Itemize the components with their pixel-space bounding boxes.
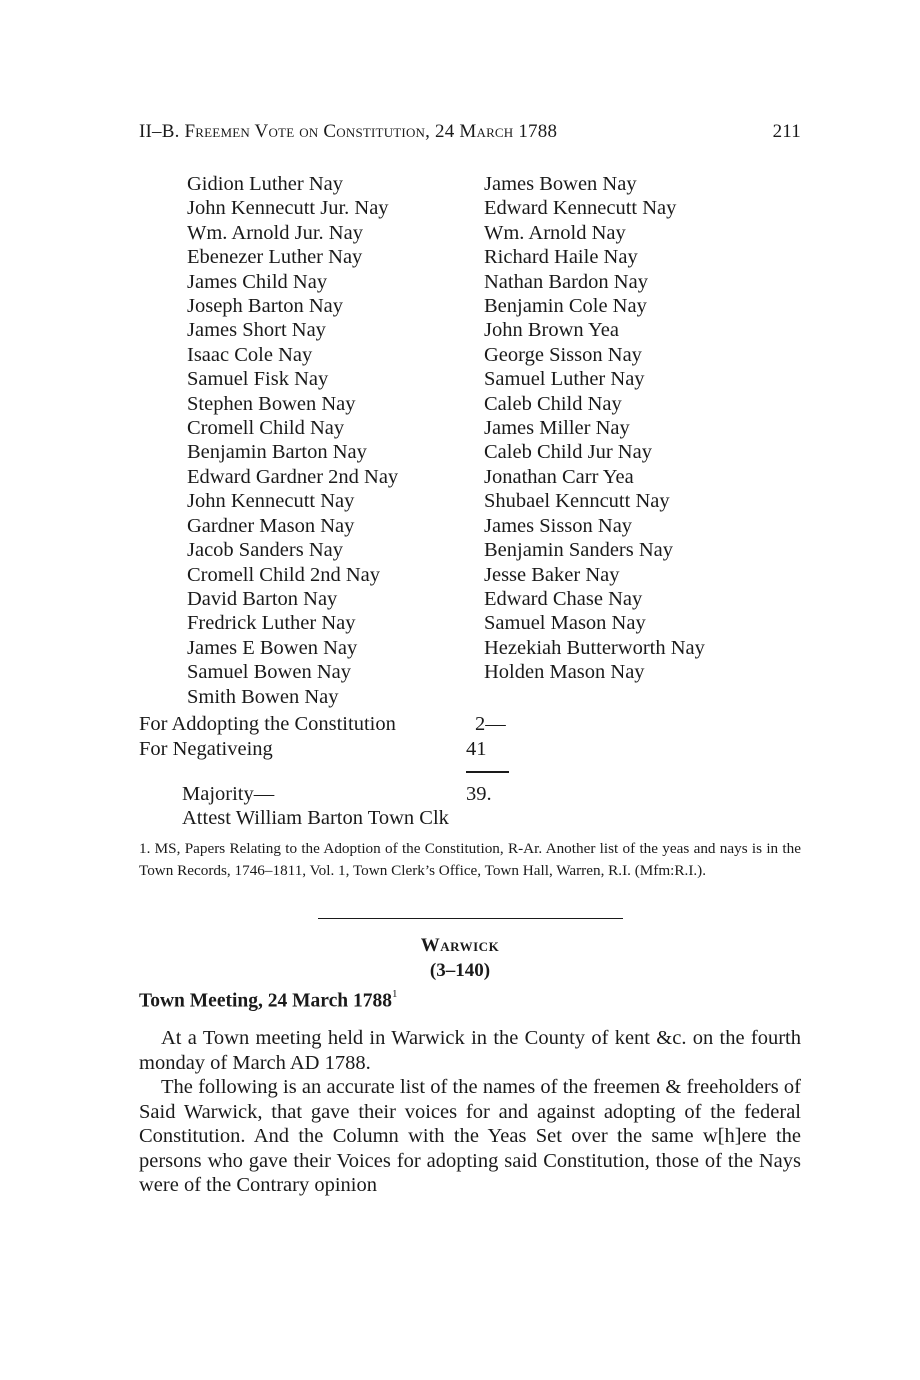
voter-entry: Edward Gardner 2nd Nay: [187, 465, 399, 488]
for-negativeing-label: For Negativeing: [139, 738, 273, 760]
for-adopting-value: 2—: [475, 713, 506, 735]
voter-entry: Smith Bowen Nay: [187, 685, 339, 708]
voter-entry: James Child Nay: [187, 270, 328, 293]
voter-list-left: [187, 172, 398, 709]
running-head-title: II–B. Freemen Vote on Constitution, 24 March 1788: [139, 121, 558, 142]
voter-entry: Jonathan Carr Yea: [484, 465, 634, 488]
voter-entry: James Sisson Nay: [484, 514, 633, 537]
section-heading-town: Warwick: [420, 935, 500, 956]
voter-entry: David Barton Nay: [187, 587, 338, 610]
majority-value: 39.: [466, 783, 492, 805]
voter-entry: James E Bowen Nay: [187, 636, 358, 659]
voter-entry: Gardner Mason Nay: [187, 514, 355, 537]
voter-entry: Ebenezer Luther Nay: [187, 246, 363, 269]
voter-entry: Samuel Mason Nay: [484, 612, 646, 635]
voter-entry: Fredrick Luther Nay: [187, 612, 356, 635]
page-number: 211: [772, 121, 801, 142]
section-divider: [318, 918, 623, 919]
voter-entry: George Sisson Nay: [484, 343, 642, 366]
voter-entry: Nathan Bardon Nay: [484, 270, 648, 293]
voter-entry: Shubael Kenncutt Nay: [484, 490, 670, 513]
voter-entry: James Short Nay: [187, 319, 326, 342]
voter-entry: John Kennecutt Jur. Nay: [187, 197, 389, 220]
voter-entry: Stephen Bowen Nay: [187, 392, 356, 415]
voter-entry: Isaac Cole Nay: [187, 343, 313, 366]
voter-entry: James Bowen Nay: [484, 173, 637, 195]
section-heading-count: (3–140): [429, 960, 491, 981]
voter-entry: Hezekiah Butterworth Nay: [484, 636, 705, 659]
voter-entry: Jesse Baker Nay: [484, 563, 620, 586]
for-adopting-label: For Addopting the Constitution: [139, 713, 396, 735]
voter-entry: Gidion Luther Nay: [187, 173, 343, 195]
attest-line: Attest William Barton Town Clk: [182, 807, 449, 829]
paragraph-2: The following is an accurate list of the names of the freemen & freeholders of Said Warwick, that gave their voices for and against adopting of the federal Constitution. And the Column with the Yeas Set over the same w[h]ere the persons who gave their Voices for adopting said Constitution, those of the Nays were of the Contrary opinion: [139, 1076, 801, 1196]
voter-entry: Holden Mason Nay: [484, 661, 645, 684]
majority-label: Majority—: [182, 783, 275, 805]
voter-entry: John Brown Yea: [484, 319, 619, 342]
voter-entry: Jacob Sanders Nay: [187, 539, 343, 562]
voter-entry: Cromell Child 2nd Nay: [187, 563, 381, 586]
sum-rule: [466, 771, 509, 773]
voter-entry: Edward Kennecutt Nay: [484, 197, 677, 220]
voter-entry: Samuel Bowen Nay: [187, 661, 351, 684]
voter-entry: Wm. Arnold Nay: [484, 221, 626, 244]
voter-list-right: [484, 172, 705, 685]
subheading: [139, 990, 397, 1013]
for-negativeing-value: 41: [466, 738, 487, 760]
voter-entry: Caleb Child Nay: [484, 392, 622, 415]
voter-entry: Joseph Barton Nay: [187, 295, 344, 318]
footnote: 1. MS, Papers Relating to the Adoption of the Constitution, R-Ar. Another list of the yeas and nays is in the Town Records, 1746–1811, Vol. 1, Town Clerk’s Office, Town Hall, Warren, R.I. (Mfm:R.I.).: [139, 840, 801, 879]
voter-entry: Edward Chase Nay: [484, 587, 643, 610]
voter-entry: Benjamin Sanders Nay: [484, 539, 674, 562]
subheading-text: Town Meeting, 24 March 1788: [139, 990, 392, 1012]
paragraph-1: At a Town meeting held in Warwick in the County of kent &c. on the fourth monday of March AD 1788.: [139, 1027, 801, 1074]
voter-entry: Cromell Child Nay: [187, 417, 345, 440]
running-head: [139, 121, 801, 143]
voter-entry: Richard Haile Nay: [484, 246, 638, 269]
voter-entry: Samuel Luther Nay: [484, 368, 645, 391]
voter-entry: Caleb Child Jur Nay: [484, 441, 652, 464]
voter-entry: James Miller Nay: [484, 417, 630, 440]
voter-entry: John Kennecutt Nay: [187, 490, 355, 513]
voter-entry: Samuel Fisk Nay: [187, 368, 329, 391]
voter-entry: Benjamin Cole Nay: [484, 295, 647, 318]
footnote-marker: 1: [391, 988, 398, 1000]
voter-entry: Benjamin Barton Nay: [187, 441, 367, 464]
voter-entry: Wm. Arnold Jur. Nay: [187, 221, 363, 244]
